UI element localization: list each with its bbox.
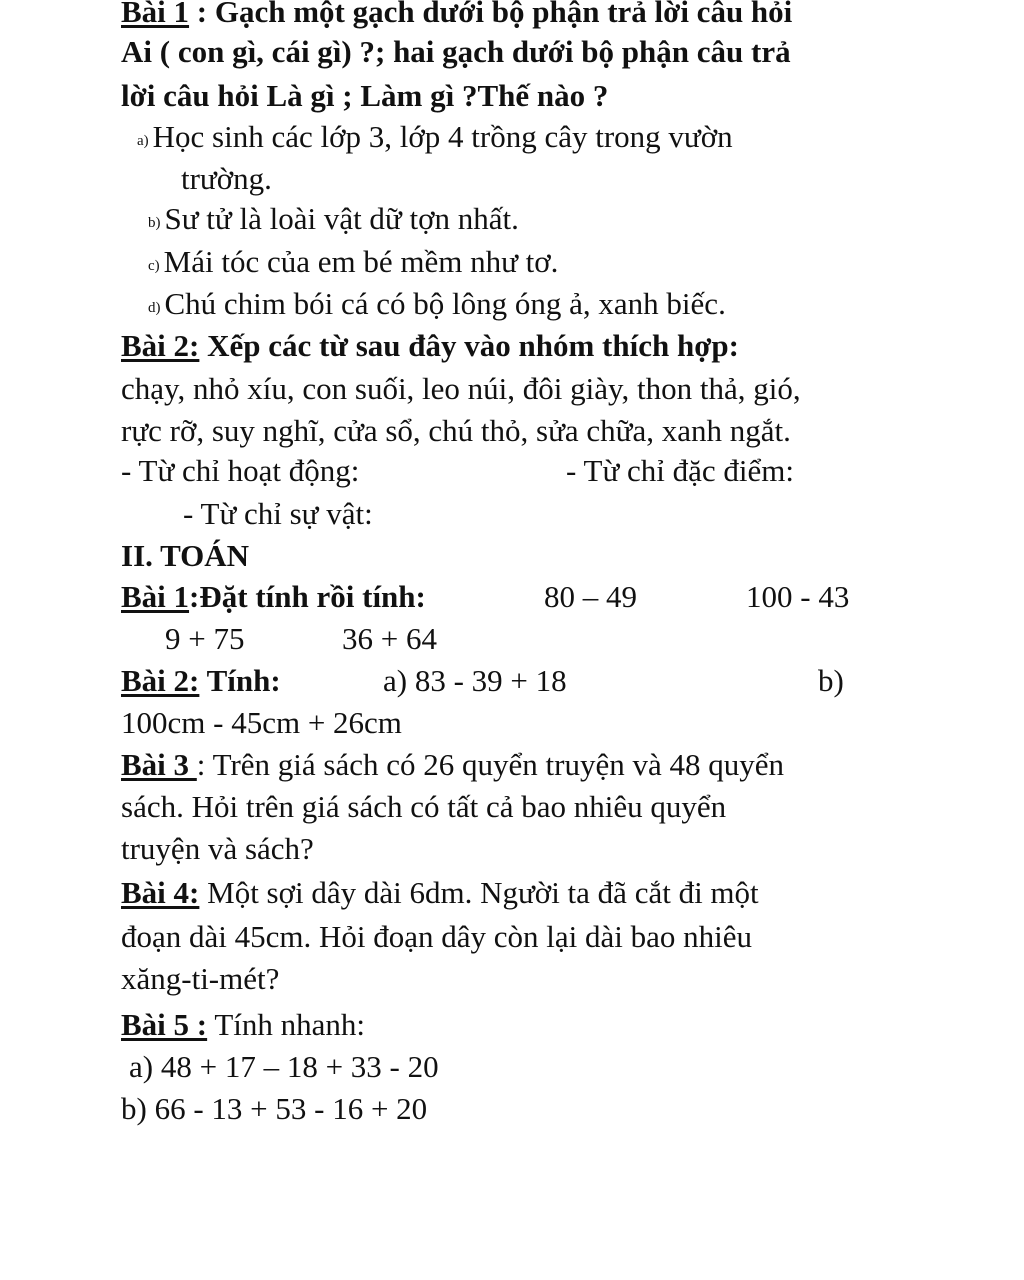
toan-bai1-expr-2: 100 - 43: [746, 579, 850, 614]
toan-bai1-expr-3: 9 + 75: [165, 621, 245, 656]
toan-bai1-expr-4: 36 + 64: [342, 621, 437, 656]
toan-bai3-text: : Trên giá sách có 26 quyển truyện và 48 quyển: [196, 747, 784, 782]
item-marker: a): [137, 133, 149, 149]
toan-bai4-text: Một sợi dây dài 6dm. Người ta đã cắt đi một: [199, 875, 759, 910]
tv-bai1-line3: lời câu hỏi Là gì ; Làm gì ?Thế nào ?: [121, 78, 609, 113]
toan-bai3-line3: truyện và sách?: [121, 831, 314, 866]
tv-bai2-group-su-vat: - Từ chỉ sự vật:: [183, 496, 373, 531]
toan-bai2-part-b-expr: 100cm - 45cm + 26cm: [121, 705, 402, 740]
toan-bai1-heading: [121, 577, 426, 617]
toan-heading: II. TOÁN: [121, 538, 250, 573]
toan-bai4-line3: xăng-ti-mét?: [121, 961, 280, 996]
item-text: Sư tử là loài vật dữ tợn nhất.: [164, 201, 519, 236]
toan-bai2-label: Bài 2:: [121, 663, 200, 698]
toan-bai4-label: Bài 4:: [121, 875, 200, 910]
item-text: Học sinh các lớp 3, lớp 4 trồng cây trong vườn: [152, 119, 733, 154]
toan-bai5-part-b: b) 66 - 13 + 53 - 16 + 20: [121, 1091, 428, 1126]
tv-bai1-item-d: [148, 284, 726, 328]
tv-bai1-title: : Gạch một gạch dưới bộ phận trả lời câu hỏi: [189, 0, 793, 29]
tv-bai2-heading: [121, 326, 739, 366]
item-text: Chú chim bói cá có bộ lông óng ả, xanh biếc.: [164, 286, 726, 321]
tv-bai1-item-b: [148, 199, 519, 243]
tv-bai1-line1: [121, 0, 792, 32]
toan-bai2-heading: [121, 661, 281, 701]
tv-bai1-item-c: [148, 242, 558, 286]
toan-bai4-line1: [121, 873, 759, 913]
toan-bai1-expr-1: 80 – 49: [544, 579, 637, 614]
toan-bai2-part-a: a) 83 - 39 + 18: [383, 663, 567, 698]
item-marker: d): [148, 300, 161, 316]
toan-bai5-label: Bài 5 :: [121, 1007, 208, 1042]
tv-bai2-label: Bài 2:: [121, 328, 200, 363]
tv-bai2-words-line2: rực rỡ, suy nghĩ, cửa sổ, chú thỏ, sửa chữa, xanh ngắt.: [121, 413, 791, 448]
tv-bai1-label: Bài 1: [121, 0, 190, 29]
toan-bai2-part-b-marker: b): [818, 663, 844, 698]
toan-bai5-heading: [121, 1005, 365, 1045]
toan-bai3-line2: sách. Hỏi trên giá sách có tất cả bao nhiêu quyển: [121, 789, 727, 824]
tv-bai2-group-hoat-dong: - Từ chỉ hoạt động:: [121, 453, 360, 488]
toan-bai2-title: Tính:: [199, 663, 281, 698]
toan-bai4-line2: đoạn dài 45cm. Hỏi đoạn dây còn lại dài bao nhiêu: [121, 919, 753, 954]
tv-bai1-line2: Ai ( con gì, cái gì) ?; hai gạch dưới bộ phận câu trả: [121, 34, 791, 69]
tv-bai2-group-dac-diem: - Từ chỉ đặc điểm:: [566, 453, 794, 488]
toan-bai5-part-a: a) 48 + 17 – 18 + 33 - 20: [129, 1049, 439, 1084]
tv-bai2-title: Xếp các từ sau đây vào nhóm thích hợp:: [199, 328, 739, 363]
tv-bai1-item-a: [137, 117, 733, 161]
toan-bai3-line1: [121, 745, 784, 785]
item-marker: c): [148, 258, 160, 274]
toan-bai3-label: Bài 3: [121, 747, 197, 782]
toan-bai5-title: Tính nhanh:: [207, 1007, 365, 1042]
tv-bai1-item-a-cont: trường.: [181, 161, 272, 196]
tv-bai2-words-line1: chạy, nhỏ xíu, con suối, leo núi, đôi giày, thon thả, gió,: [121, 371, 801, 406]
item-text: Mái tóc của em bé mềm như tơ.: [163, 244, 559, 279]
toan-bai1-label: Bài 1: [121, 579, 190, 614]
item-marker: b): [148, 215, 161, 231]
toan-bai1-title: :Đặt tính rồi tính:: [189, 579, 426, 614]
